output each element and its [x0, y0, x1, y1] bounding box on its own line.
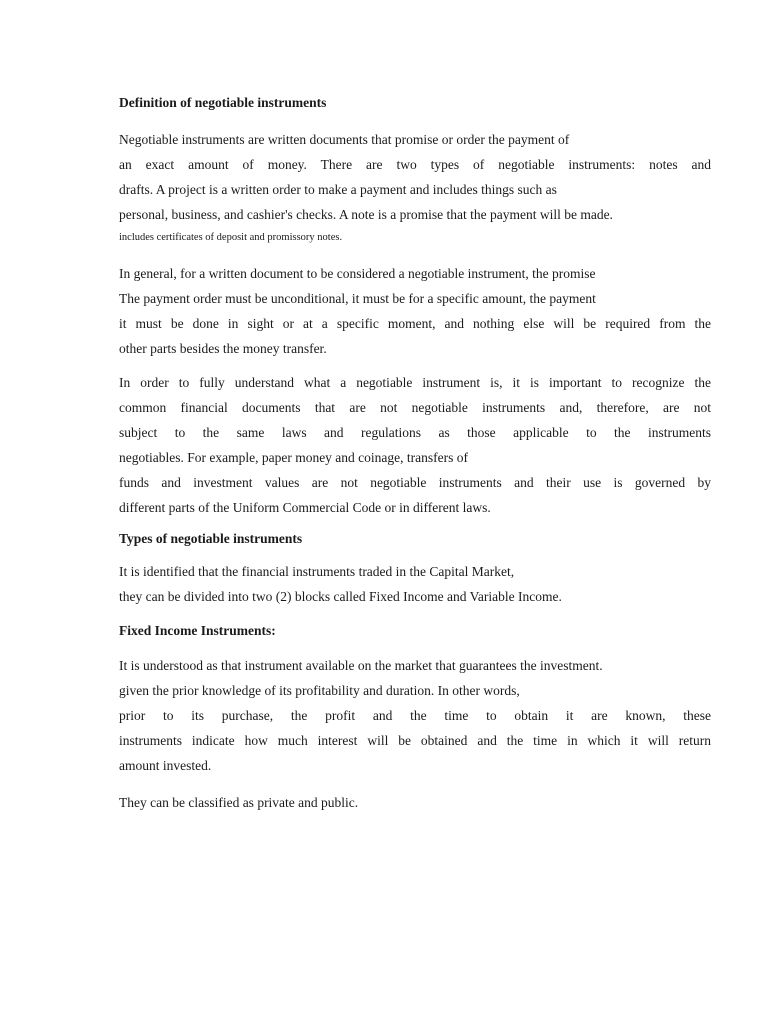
- paragraph-fixed-income: [119, 653, 711, 778]
- paragraph-general: [119, 261, 711, 361]
- text-line: includes certificates of deposit and promissory notes.: [119, 232, 343, 243]
- text-line: negotiables. For example, paper money and coinage, transfers of: [119, 450, 469, 465]
- text-line: funds and investment values are not negotiable instruments and their use is governed by: [119, 475, 711, 490]
- text-line: given the prior knowledge of its profitability and duration. In other words,: [119, 683, 520, 698]
- text-line: Negotiable instruments are written documents that promise or order the payment of: [119, 132, 570, 147]
- text-line: they can be divided into two (2) blocks called Fixed Income and Variable Income.: [119, 589, 562, 604]
- heading-definition: Definition of negotiable instruments: [119, 95, 327, 110]
- heading-types: Types of negotiable instruments: [119, 531, 303, 546]
- text-line: It is identified that the financial instruments traded in the Capital Market,: [119, 564, 515, 579]
- text-line: prior to its purchase, the profit and the time to obtain it are known, these: [119, 708, 711, 723]
- text-line: common financial documents that are not negotiable instruments and, therefore, are not: [119, 400, 711, 415]
- paragraph-types: [119, 559, 711, 609]
- paragraph-definition: [119, 127, 711, 249]
- text-line: drafts. A project is a written order to make a payment and includes things such as: [119, 182, 557, 197]
- text-line: personal, business, and cashier's checks. A note is a promise that the payment will be made.: [119, 207, 613, 222]
- text-line: It is understood as that instrument available on the market that guarantees the investment.: [119, 658, 603, 673]
- text-line: other parts besides the money transfer.: [119, 341, 327, 356]
- text-line: instruments indicate how much interest will be obtained and the time in which it will return: [119, 733, 711, 748]
- text-line: In order to fully understand what a negotiable instrument is, it is important to recognize the: [119, 375, 711, 390]
- text-line: They can be classified as private and public.: [119, 795, 359, 810]
- paragraph-understanding: [119, 370, 711, 520]
- paragraph-classification: [119, 790, 711, 815]
- text-line: The payment order must be unconditional, it must be for a specific amount, the payment: [119, 291, 596, 306]
- document-body: [119, 93, 711, 815]
- text-line: subject to the same laws and regulations as those applicable to the instruments: [119, 425, 711, 440]
- text-line: amount invested.: [119, 758, 212, 773]
- text-line: it must be done in sight or at a specific moment, and nothing else will be required from the: [119, 316, 711, 331]
- text-line: different parts of the Uniform Commercial Code or in different laws.: [119, 500, 491, 515]
- text-line: an exact amount of money. There are two types of negotiable instruments: notes and: [119, 157, 711, 172]
- heading-fixed-income: Fixed Income Instruments:: [119, 623, 276, 638]
- text-line: In general, for a written document to be considered a negotiable instrument, the promise: [119, 266, 596, 281]
